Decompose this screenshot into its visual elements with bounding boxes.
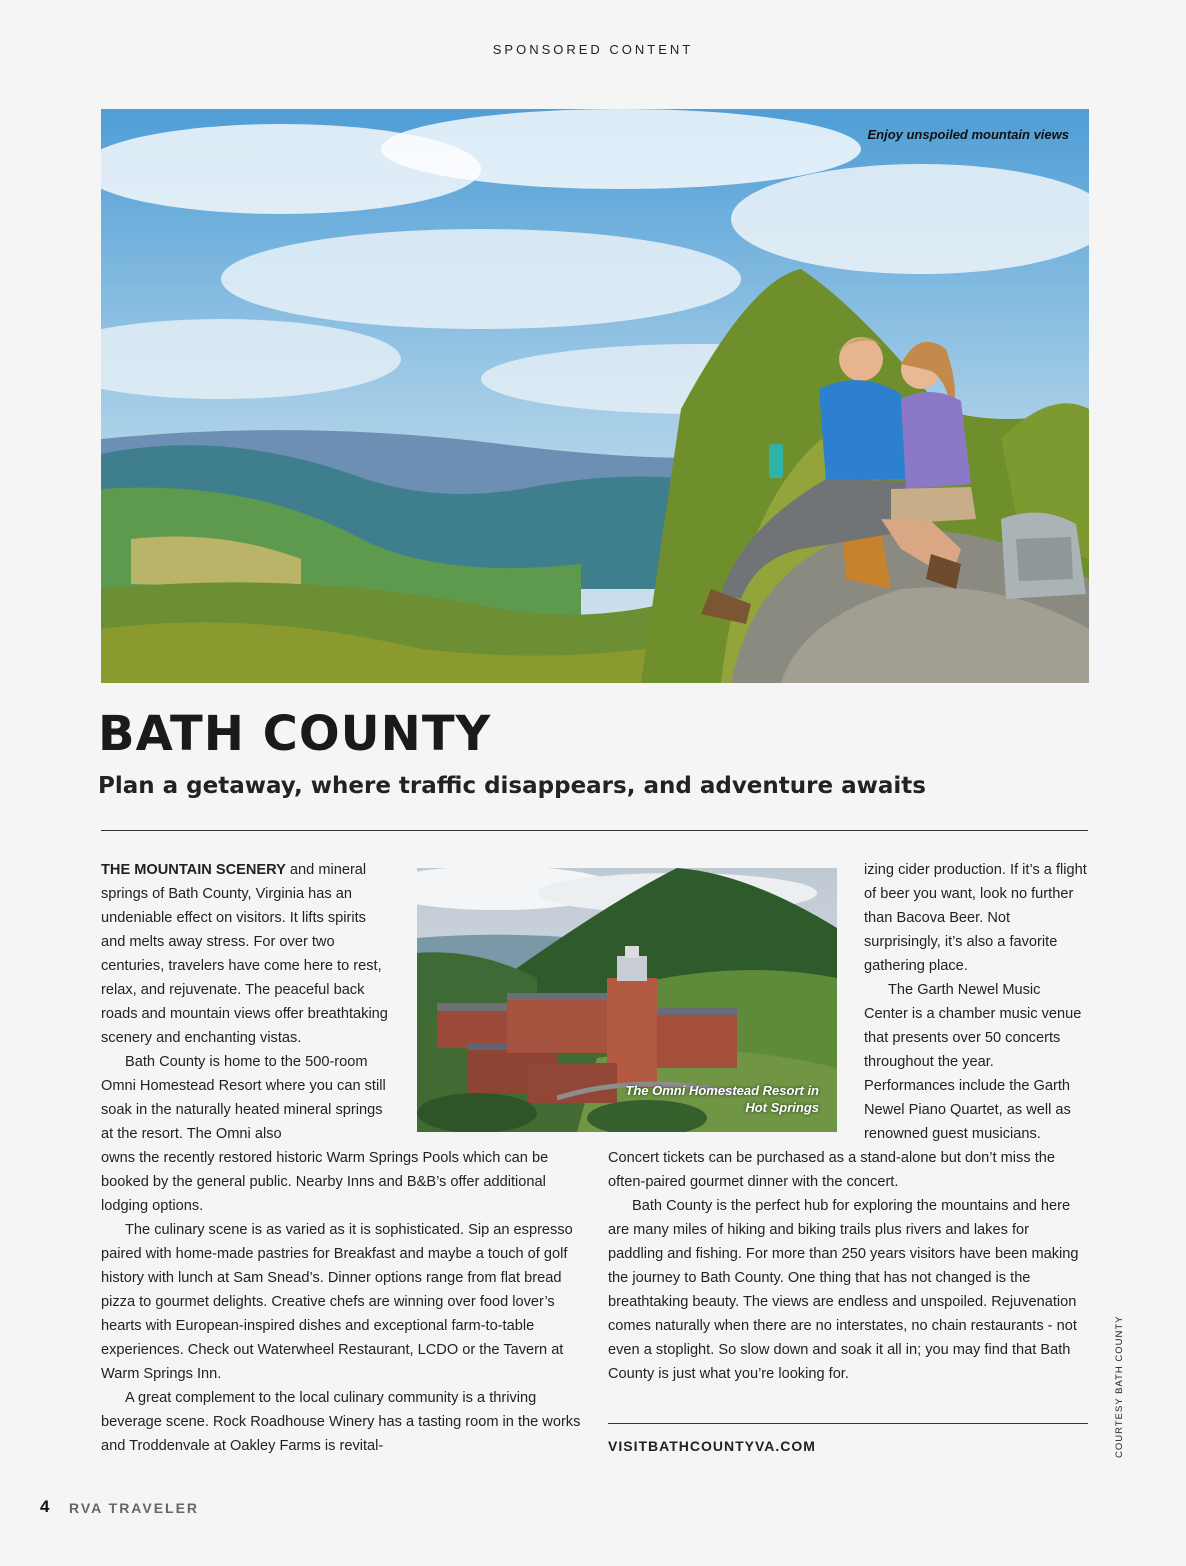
paragraph-culinary: The culinary scene is as varied as it is sophisticated. Sip an espresso paired with home-made pastries for Breakfast and maybe a touch of golf history with lunch at Sam Snead’s. Dinner options range from flat bread pizza to gourmet delights. Creative chefs are winning over food lover’s hearts with European-inspired dishes and exceptional farm-to-table experiences. Check out Waterwheel Restaurant, LCDO or the Tavern at Warm Springs Inn. [101,1222,573,1382]
paragraph-homestead: Bath County is home to the 500-room Omni Homestead Resort where you can still soak in the naturally heated mineral springs at the resort. The Omni also [101,1054,386,1142]
lead-in: THE MOUNTAIN SCENERY [101,862,286,878]
inset-caption: The Omni Homestead Resort in Hot Springs [625,1083,819,1115]
hero-caption: Enjoy unspoiled mountain views [867,127,1069,142]
paragraph-concert-tickets: Concert tickets can be purchased as a stand-alone but don’t miss the often-paired gourmet dinner with the concert. [608,1150,1055,1190]
divider-rule [101,830,1088,831]
page-number: 4 [40,1497,50,1516]
paragraph-beverage: A great complement to the local culinary community is a thriving beverage scene. Rock Roadhouse Winery has a tasting room in the works and Troddenvale at Oakley Farms is revital- [101,1390,581,1454]
inset-photo [417,868,837,1132]
paragraph-beverage-continued: izing cider production. If it’s a flight of beer you want, look no further than Bacova Beer. Not surprisingly, it’s also a favorite gathering place. [864,862,1087,974]
paragraph-garth-newel: The Garth Newel Music Center is a chamber music venue that presents over 50 concerts throughout the year. Performances include the Garth Newel Piano Quartet, as well as renowned guest musicians. [864,982,1082,1142]
footer-divider-rule [608,1423,1088,1424]
column-right-bottom [608,1146,1088,1386]
paragraph-hub: Bath County is the perfect hub for exploring the mountains and here are many miles of hiking and biking trails plus rivers and lakes for paddling and fishing. For more than 250 years visitors have been making the journey to Bath County. One thing that has not changed is the breathtaking beauty. The views are endless and unspoiled. Rejuvenation comes naturally when there are no interstates, no chain restaurants - not even a stoplight. So slow down and soak it all in; you may find that Bath County is just what you’re looking for. [608,1198,1079,1382]
sponsored-label: SPONSORED CONTENT [492,42,694,57]
article-subtitle: Plan a getaway, where traffic disappears, and adventure awaits [98,773,926,799]
article-title: BATH COUNTY [98,706,492,762]
website-link[interactable]: VISITBATHCOUNTYVA.COM [608,1438,816,1454]
column-left-bottom [101,1146,581,1458]
column-right-top [864,858,1088,1146]
photo-credit: COURTESY BATH COUNTY [1114,1315,1125,1458]
publication-name: RVA TRAVELER [69,1500,200,1516]
hero-photo [101,109,1089,683]
paragraph-intro [101,858,391,1050]
paragraph-intro-text: and mineral springs of Bath County, Virginia has an undeniable effect on visitors. It lifts spirits and melts away stress. For over two centuries, travelers have come here to rest, relax, and rejuvenate. The peaceful back roads and mountain views offer breathtaking scenery and enchanting vistas. [101,862,388,1046]
paragraph-homestead-continued: owns the recently restored historic Warm Springs Pools which can be booked by the general public. Nearby Inns and B&B’s offer additional lodging options. [101,1150,549,1214]
hero-photo-mountain-couple [101,109,1089,683]
column-left-top [101,858,391,1146]
